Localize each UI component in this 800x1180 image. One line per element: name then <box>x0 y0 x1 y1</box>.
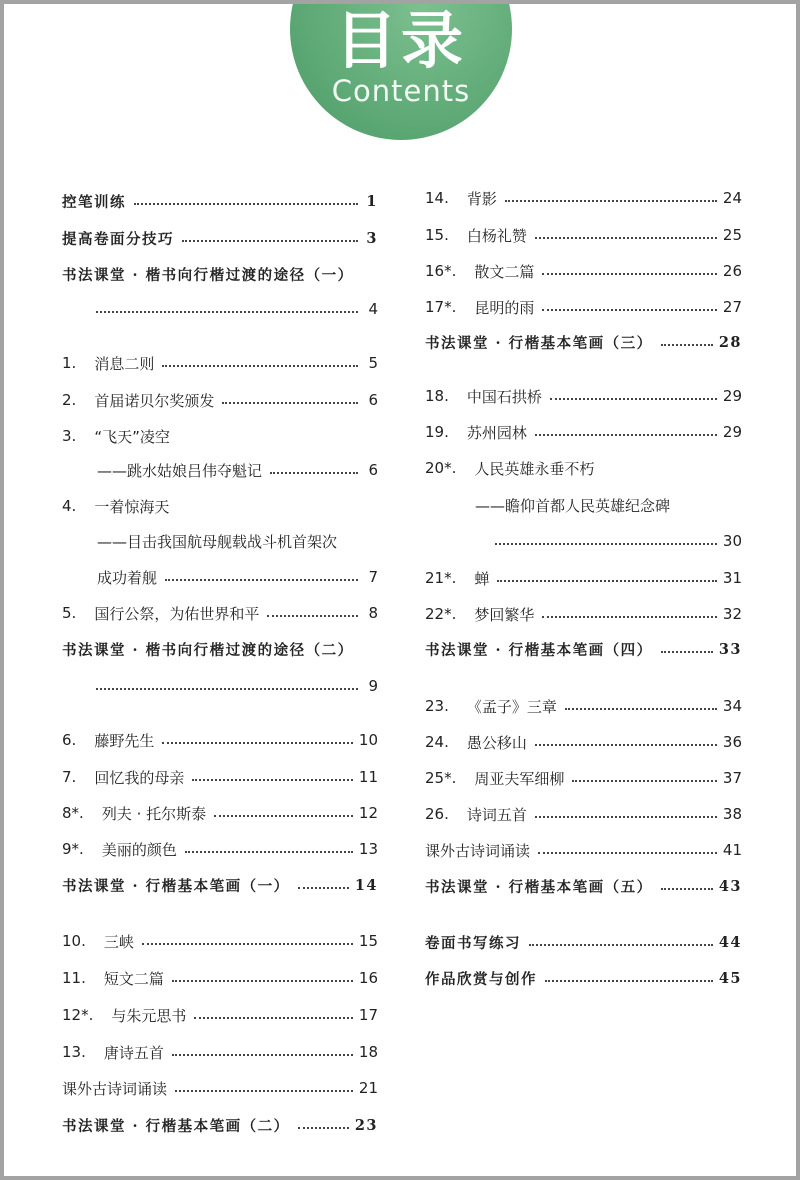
entry-title: 课外古诗词诵读 <box>62 1079 168 1098</box>
entry-number: 18. <box>425 387 449 405</box>
entry-title: 消息二则 <box>94 354 155 373</box>
dot-leader <box>505 200 717 202</box>
entry-title: 书法课堂 · 行楷基本笔画（一） <box>62 877 290 895</box>
dot-leader <box>172 980 353 982</box>
dot-leader <box>661 344 713 346</box>
toc-entry[interactable] <box>425 930 742 954</box>
entry-number: 1. <box>62 354 77 372</box>
toc-entry[interactable] <box>62 189 378 213</box>
dot-leader <box>495 543 717 545</box>
toc-entry[interactable] <box>62 601 378 625</box>
toc-entry[interactable] <box>425 186 742 210</box>
entry-number: 6. <box>62 731 77 749</box>
entry-title: 梦回繁华 <box>474 605 535 624</box>
entry-number: 13. <box>62 1043 86 1061</box>
entry-title: 蝉 <box>474 569 490 588</box>
entry-title: 苏州园林 <box>466 423 527 442</box>
toc-entry[interactable] <box>425 602 742 626</box>
entry-page: 34 <box>722 697 742 715</box>
dot-leader <box>96 688 358 690</box>
entry-title: 提高卷面分技巧 <box>62 230 174 248</box>
entry-title: 一着惊海天 <box>94 497 170 516</box>
toc-entry[interactable] <box>425 566 742 590</box>
dot-leader <box>535 434 717 436</box>
entry-page: 33 <box>718 640 742 658</box>
entry-page: 5 <box>368 354 378 372</box>
toc-entry[interactable] <box>425 384 742 408</box>
dot-leader <box>529 944 713 946</box>
dot-leader <box>545 980 713 982</box>
toc-entry[interactable] <box>62 765 378 789</box>
entry-page: 15 <box>358 932 378 950</box>
entry-title: 中国石拱桥 <box>466 387 542 406</box>
dot-leader <box>267 615 358 617</box>
toc-entry[interactable] <box>425 730 742 754</box>
toc-entry[interactable] <box>62 226 378 250</box>
dot-leader <box>134 203 358 205</box>
entry-title: 藤野先生 <box>94 731 155 750</box>
entry-title: 成功着舰 <box>97 568 158 587</box>
dot-leader <box>182 240 358 242</box>
entry-title: 散文二篇 <box>474 262 535 281</box>
entry-page: 26 <box>722 262 742 280</box>
toc-entry[interactable] <box>62 1003 378 1027</box>
entry-title: 三峡 <box>103 932 134 951</box>
entry-page: 27 <box>722 298 742 316</box>
entry-title: 愚公移山 <box>466 733 527 752</box>
toc-title-cn: 目录 <box>334 4 467 77</box>
entry-page: 28 <box>718 333 742 351</box>
toc-entry[interactable] <box>425 456 594 480</box>
dot-leader <box>542 309 717 311</box>
entry-title: ——目击我国航母舰载战斗机首架次 <box>97 532 338 551</box>
entry-number: 11. <box>62 969 86 987</box>
dot-leader <box>142 943 353 945</box>
dot-leader <box>162 365 358 367</box>
entry-page: 13 <box>358 840 378 858</box>
dot-leader <box>185 851 353 853</box>
entry-page: 18 <box>358 1043 378 1061</box>
entry-title: 诗词五首 <box>466 805 527 824</box>
toc-entry[interactable] <box>487 529 742 553</box>
entry-number: 24. <box>425 733 449 751</box>
toc-entry[interactable] <box>425 874 742 898</box>
toc-entry[interactable] <box>97 565 378 589</box>
toc-entry[interactable] <box>425 802 742 826</box>
entry-number: 7. <box>62 768 77 786</box>
entry-number: 17*. <box>425 298 457 316</box>
entry-title: 列夫 · 托尔斯泰 <box>101 804 207 823</box>
entry-page: 44 <box>718 933 742 951</box>
entry-page: 29 <box>722 387 742 405</box>
dot-leader <box>572 780 717 782</box>
entry-number: 16*. <box>425 262 457 280</box>
dot-leader <box>535 744 717 746</box>
entry-title: 作品欣赏与创作 <box>425 970 537 988</box>
toc-entry[interactable] <box>425 838 742 862</box>
dot-leader <box>298 887 349 889</box>
entry-number: 4. <box>62 497 77 515</box>
toc-entry[interactable] <box>62 1040 378 1064</box>
entry-page: 6 <box>368 391 378 409</box>
toc-entry[interactable] <box>97 458 378 482</box>
dot-leader <box>661 888 713 890</box>
entry-title: 书法课堂 · 行楷基本笔画（四） <box>425 641 653 659</box>
entry-page: 10 <box>358 731 378 749</box>
toc-entry[interactable] <box>425 766 742 790</box>
dot-leader <box>165 579 358 581</box>
entry-title: 周亚夫军细柳 <box>474 769 565 788</box>
toc-entry[interactable] <box>62 388 378 412</box>
entry-number: 14. <box>425 189 449 207</box>
entry-number: 21*. <box>425 569 457 587</box>
entry-number: 26. <box>425 805 449 823</box>
dot-leader <box>175 1090 353 1092</box>
entry-number: 25*. <box>425 769 457 787</box>
entry-page: 3 <box>366 229 378 247</box>
toc-entry[interactable] <box>62 351 378 375</box>
toc-entry[interactable] <box>425 259 742 283</box>
dot-leader <box>270 472 358 474</box>
toc-entry[interactable] <box>425 694 742 718</box>
entry-number: 23. <box>425 697 449 715</box>
entry-number: 22*. <box>425 605 457 623</box>
entry-number: 2. <box>62 391 77 409</box>
toc-entry[interactable] <box>62 801 378 825</box>
toc-entry[interactable] <box>62 873 378 897</box>
entry-number: 10. <box>62 932 86 950</box>
entry-number: 15. <box>425 226 449 244</box>
entry-number: 3. <box>62 427 77 445</box>
entry-title: 昆明的雨 <box>474 298 535 317</box>
entry-title: 与朱元思书 <box>111 1006 187 1025</box>
entry-page: 16 <box>358 969 378 987</box>
entry-page: 7 <box>368 568 378 586</box>
toc-entry[interactable] <box>88 297 378 321</box>
toc-entry[interactable] <box>62 637 354 661</box>
entry-page: 17 <box>358 1006 378 1024</box>
entry-page: 8 <box>368 604 378 622</box>
entry-number: 5. <box>62 604 77 622</box>
entry-title: 课外古诗词诵读 <box>425 841 531 860</box>
entry-title: 短文二篇 <box>103 969 164 988</box>
entry-page: 30 <box>722 532 742 550</box>
dot-leader <box>194 1017 353 1019</box>
entry-title: ——跳水姑娘吕伟夺魁记 <box>97 461 263 480</box>
entry-page: 24 <box>722 189 742 207</box>
toc-entry[interactable] <box>97 529 337 553</box>
entry-title: 唐诗五首 <box>103 1043 164 1062</box>
entry-title: 卷面书写练习 <box>425 934 521 952</box>
dot-leader <box>222 402 358 404</box>
entry-page: 32 <box>722 605 742 623</box>
entry-title: 控笔训练 <box>62 193 126 211</box>
entry-title: “飞天”凌空 <box>94 427 170 446</box>
entry-title: 书法课堂 · 行楷基本笔画（三） <box>425 334 653 352</box>
entry-title: 背影 <box>466 189 497 208</box>
entry-page: 23 <box>354 1116 378 1134</box>
dot-leader <box>535 816 717 818</box>
entry-page: 6 <box>368 461 378 479</box>
entry-page: 21 <box>358 1079 378 1097</box>
entry-page: 41 <box>722 841 742 859</box>
entry-title: 书法课堂 · 行楷基本笔画（五） <box>425 878 653 896</box>
entry-title: 书法课堂 · 行楷基本笔画（二） <box>62 1117 290 1135</box>
dot-leader <box>172 1054 353 1056</box>
dot-leader <box>497 580 717 582</box>
dot-leader <box>542 273 717 275</box>
toc-entry[interactable] <box>62 728 378 752</box>
toc-entry[interactable] <box>425 330 742 354</box>
entry-page: 25 <box>722 226 742 244</box>
entry-title: 白杨礼赞 <box>466 226 527 245</box>
toc-entry[interactable] <box>425 966 742 990</box>
dot-leader <box>538 852 717 854</box>
dot-leader <box>550 398 717 400</box>
entry-page: 36 <box>722 733 742 751</box>
toc-entry[interactable] <box>62 1076 378 1100</box>
entry-title: 书法课堂 · 楷书向行楷过渡的途径（一） <box>62 266 354 284</box>
entry-number: 8*. <box>62 804 84 822</box>
entry-page: 1 <box>366 192 378 210</box>
entry-title: 书法课堂 · 楷书向行楷过渡的途径（二） <box>62 641 354 659</box>
toc-entry[interactable] <box>62 424 170 448</box>
toc-title-en: Contents <box>331 74 471 108</box>
toc-entry[interactable] <box>475 493 670 517</box>
entry-page: 37 <box>722 769 742 787</box>
entry-number: 12*. <box>62 1006 94 1024</box>
entry-page: 12 <box>358 804 378 822</box>
dot-leader <box>535 237 717 239</box>
toc-entry[interactable] <box>425 420 742 444</box>
entry-title: 回忆我的母亲 <box>94 768 185 787</box>
entry-page: 14 <box>354 876 378 894</box>
dot-leader <box>96 311 358 313</box>
entry-title: 《孟子》三章 <box>466 697 557 716</box>
dot-leader <box>661 651 713 653</box>
entry-page: 38 <box>722 805 742 823</box>
toc-entry[interactable] <box>425 223 742 247</box>
entry-page: 45 <box>718 969 742 987</box>
dot-leader <box>214 815 353 817</box>
entry-number: 20*. <box>425 459 457 477</box>
entry-page: 29 <box>722 423 742 441</box>
toc-entry[interactable] <box>62 262 354 286</box>
dot-leader <box>298 1127 349 1129</box>
contents-badge <box>290 0 512 140</box>
entry-page: 31 <box>722 569 742 587</box>
toc-entry[interactable] <box>62 929 378 953</box>
entry-number: 9*. <box>62 840 84 858</box>
entry-page: 43 <box>718 877 742 895</box>
entry-title: 国行公祭，为佑世界和平 <box>94 604 260 623</box>
toc-entry[interactable] <box>88 674 378 698</box>
dot-leader <box>162 742 353 744</box>
toc-entry[interactable] <box>62 1113 378 1137</box>
toc-entry[interactable] <box>425 637 742 661</box>
dot-leader <box>542 616 717 618</box>
toc-entry[interactable] <box>425 295 742 319</box>
toc-entry[interactable] <box>62 494 169 518</box>
entry-number: 19. <box>425 423 449 441</box>
entry-page: 4 <box>368 300 378 318</box>
toc-entry[interactable] <box>62 837 378 861</box>
entry-title: 首届诺贝尔奖颁发 <box>94 391 215 410</box>
entry-page: 11 <box>358 768 378 786</box>
entry-page: 9 <box>368 677 378 695</box>
dot-leader <box>565 708 717 710</box>
entry-title: ——瞻仰首都人民英雄纪念碑 <box>475 496 671 515</box>
entry-title: 美丽的颜色 <box>101 840 177 859</box>
dot-leader <box>192 779 353 781</box>
entry-title: 人民英雄永垂不朽 <box>474 459 595 478</box>
toc-entry[interactable] <box>62 966 378 990</box>
